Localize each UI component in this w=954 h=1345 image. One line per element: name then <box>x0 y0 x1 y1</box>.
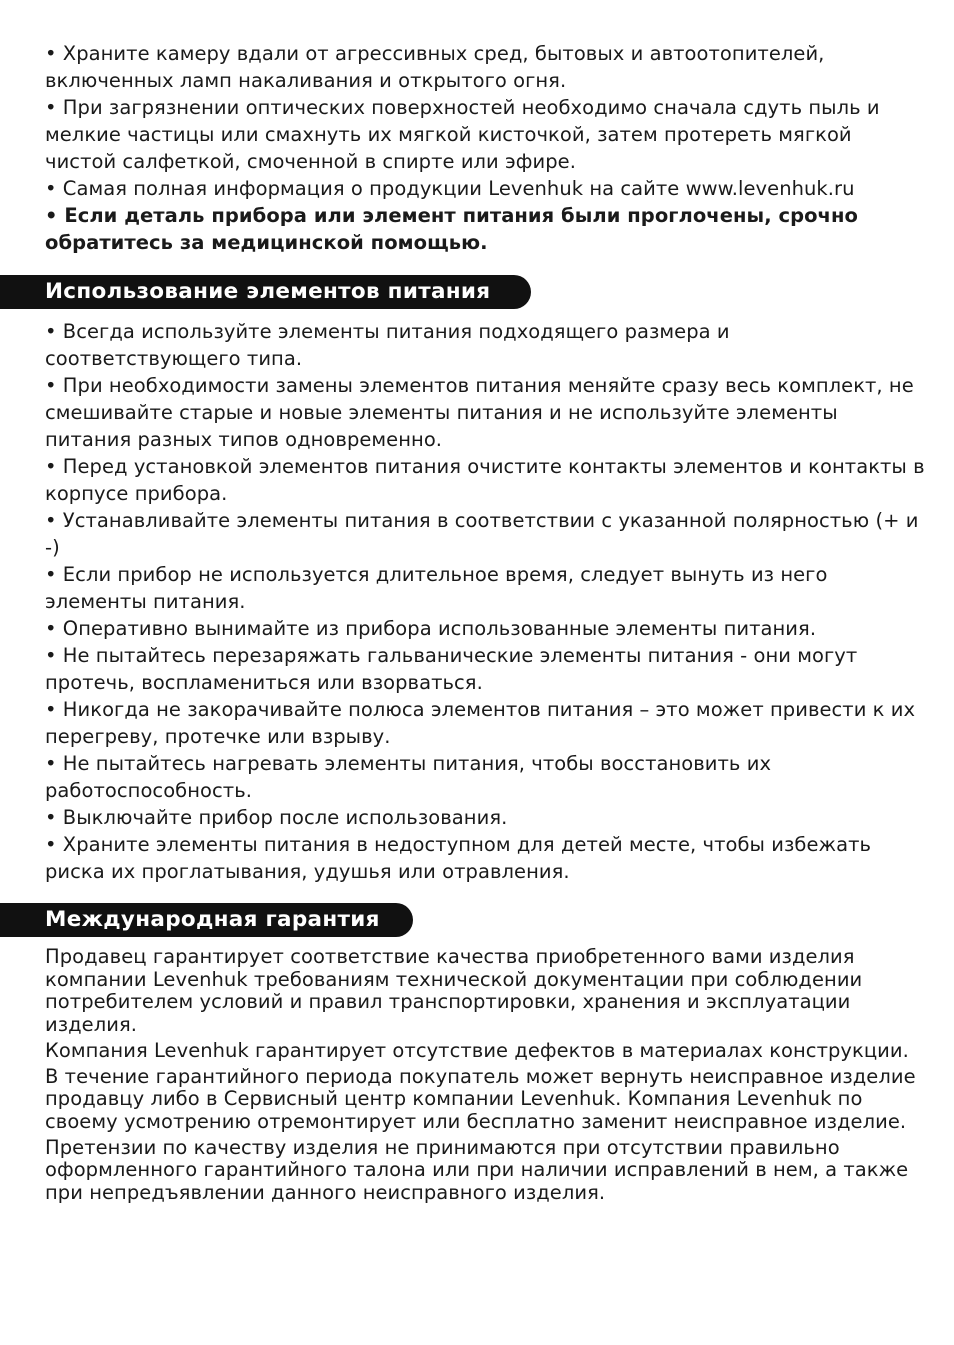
battery-item: • Храните элементы питания в недоступном для детей месте, чтобы избежать риска их проглатывания, удушья или отравления. <box>45 833 872 883</box>
warranty-heading: Международная гарантия <box>0 903 413 937</box>
battery-item: • Устанавливайте элементы питания в соответствии с указанной полярностью (+ и -) <box>45 509 919 559</box>
warranty-section <box>45 946 925 1208</box>
precaution-item: • При загрязнении оптических поверхностей необходимо сначала сдуть пыль и мелкие частицы или смахнуть их мягкой кисточкой, затем протереть мягкой чистой салфеткой, смоченной в спирте или эфире. <box>45 96 880 173</box>
battery-item: • Выключайте прибор после использования. <box>45 806 508 829</box>
battery-item: • Если прибор не используется длительное время, следует вынуть из него элементы питания. <box>45 563 828 613</box>
battery-item: • Перед установкой элементов питания очистите контакты элементов и контакты в корпусе прибора. <box>45 455 925 505</box>
precaution-item: • Самая полная информация о продукции Levenhuk на сайте www.levenhuk.ru <box>45 177 855 200</box>
battery-item: • Не пытайтесь нагревать элементы питания, чтобы восстановить их работоспособность. <box>45 752 772 802</box>
battery-item: • Всегда используйте элементы питания подходящего размера и соответствующего типа. <box>45 320 730 370</box>
warranty-paragraph: Продавец гарантирует соответствие качества приобретенного вами изделия компании Levenhuk требованиям технической документации при соблюдении потребителем условий и правил транспортировки, хранения и эксплуатации изделия. <box>45 945 863 1036</box>
warranty-paragraph: В течение гарантийного периода покупатель может вернуть неисправное изделие продавцу либо в Сервисный центр компании Levenhuk. Компания Levenhuk по своему усмотрению отремонтирует или бесплатно заменит неисправное изделие. <box>45 1064 916 1133</box>
warranty-paragraph: Претензии по качеству изделия не принимаются при отсутствии правильно оформленного гарантийного талона или при наличии исправлений в нем, а также при непредъявлении данного неисправного изделия. <box>45 1135 909 1204</box>
precaution-item: • Храните камеру вдали от агрессивных сред, бытовых и автоотопителей, включенных ламп накаливания и открытого огня. <box>45 42 825 92</box>
batteries-heading: Использование элементов питания <box>0 275 531 309</box>
battery-item: • При необходимости замены элементов питания меняйте сразу весь комплект, не смешивайте старые и новые элементы питания и не используйте элементы питания разных типов одновременно. <box>45 374 914 451</box>
swallow-warning: • Если деталь прибора или элемент питания были проглочены, срочно обратитесь за медицинской помощью. <box>45 204 858 254</box>
battery-item: • Оперативно вынимайте из прибора использованные элементы питания. <box>45 617 817 640</box>
battery-item: • Не пытайтесь перезаряжать гальванические элементы питания - они могут протечь, воспламениться или взорваться. <box>45 644 858 694</box>
battery-item: • Никогда не закорачивайте полюса элементов питания – это может привести к их перегреву, протечке или взрыву. <box>45 698 916 748</box>
batteries-section <box>45 318 925 885</box>
warranty-paragraph: Компания Levenhuk гарантирует отсутствие дефектов в материалах конструкции. <box>45 1038 909 1062</box>
precautions-section <box>45 40 925 256</box>
